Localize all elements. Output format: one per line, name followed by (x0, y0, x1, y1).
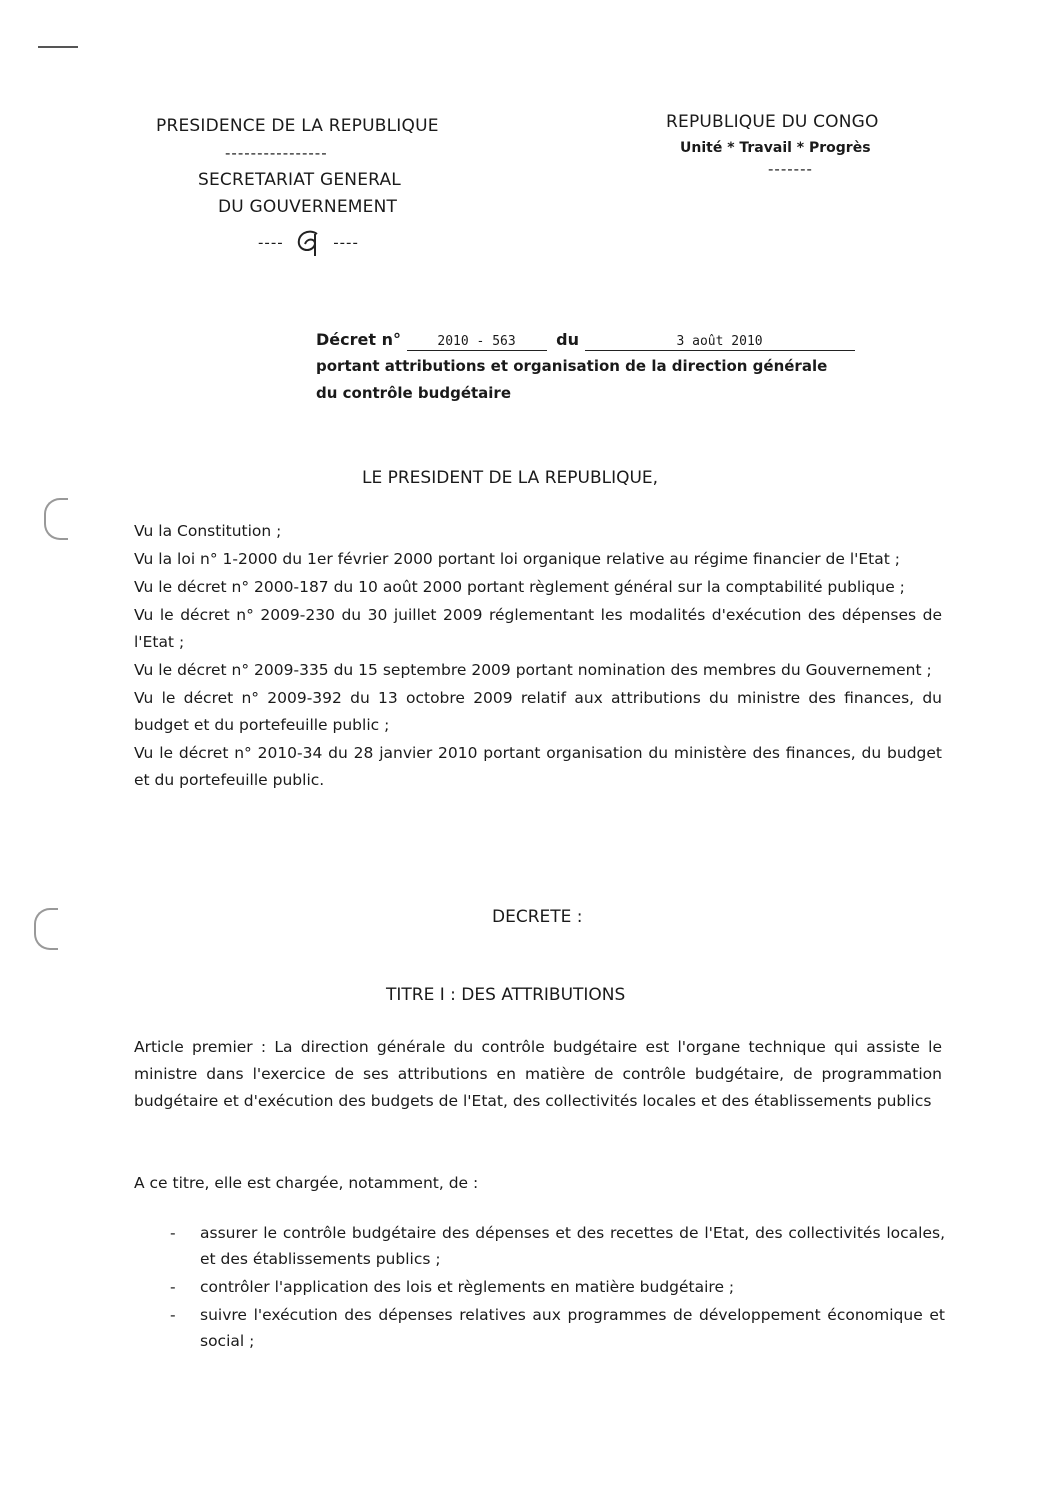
visa-item: Vu le décret n° 2009-230 du 30 juillet 2009 réglementant les modalités d'exécution des dépenses de l'Etat ; (134, 606, 942, 651)
visa-item: Vu le décret n° 2009-392 du 13 octobre 2009 relatif aux attributions du ministre des finances, du budget et du portefeuille public ; (134, 689, 942, 734)
decrete-heading: DECRETE : (492, 907, 583, 927)
punch-hole-mark-upper (44, 498, 68, 540)
header-secretariat: SECRETARIAT GENERAL (198, 170, 401, 190)
attributions-intro: A ce titre, elle est chargée, notamment, de : (134, 1174, 479, 1192)
decree-subject-2: du contrôle budgétaire (316, 384, 511, 402)
decree-subject-1: portant attributions et organisation de la direction générale (316, 357, 828, 375)
attributions-list (170, 1220, 945, 1356)
bullet-marker: - (170, 1278, 176, 1296)
bullet-text: suivre l'exécution des dépenses relatives aux programmes de développement économique et social ; (200, 1306, 945, 1350)
list-item (170, 1220, 945, 1272)
decree-du: du (556, 330, 579, 349)
article-premier (134, 1034, 942, 1115)
header-presidence: PRESIDENCE DE LA REPUBLIQUE (156, 116, 439, 136)
visa-item: Vu le décret n° 2009-335 du 15 septembre 2009 portant nomination des membres du Gouvernement ; (134, 661, 932, 679)
decree-reference (316, 330, 855, 351)
bullet-marker: - (170, 1306, 176, 1324)
header-right-dashes: ------- (768, 160, 813, 178)
decree-prefix: Décret n° (316, 330, 401, 349)
president-title: LE PRESIDENT DE LA REPUBLIQUE, (362, 468, 659, 488)
punch-hole-mark-lower (34, 908, 58, 950)
decree-date: 3 août 2010 (585, 334, 855, 351)
header-left-dashes: ---------------- (225, 144, 328, 162)
visa-item: Vu la Constitution ; (134, 522, 282, 540)
dashes-right: ---- (333, 233, 359, 252)
visa-item: Vu la loi n° 1-2000 du 1er février 2000 portant loi organique relative au régime financier de l'Etat ; (134, 550, 900, 568)
titre-heading: TITRE I : DES ATTRIBUTIONS (386, 985, 626, 1005)
bullet-text: assurer le contrôle budgétaire des dépenses et des recettes de l'Etat, des collectivités locales, et des établissements publics ; (200, 1224, 945, 1268)
header-motto: Unité * Travail * Progrès (680, 140, 871, 156)
scan-mark-top-left (38, 46, 78, 48)
article-label: Article premier : (134, 1038, 267, 1056)
dashes-left: ---- (258, 233, 284, 252)
list-item (170, 1274, 945, 1300)
bullet-marker: - (170, 1224, 176, 1242)
header-left-dashes-2 (258, 226, 359, 260)
decree-number: 2010 - 563 (407, 334, 547, 351)
bullet-text: contrôler l'application des lois et règlements en matière budgétaire ; (200, 1278, 735, 1296)
header-republique: REPUBLIQUE DU CONGO (666, 112, 879, 132)
list-item (170, 1302, 945, 1354)
visa-item: Vu le décret n° 2000-187 du 10 août 2000 portant règlement général sur la comptabilité publique ; (134, 578, 905, 596)
handwritten-number-mark (291, 226, 325, 260)
article-text: La direction générale du contrôle budgétaire est l'organe technique qui assiste le ministre dans l'exercice de ses attributions en matière de contrôle budgétaire, de programmation budgétaire et d'exécution des budgets de l'Etat, des collectivités locales et des établissements publics (134, 1038, 942, 1110)
visa-item: Vu le décret n° 2010-34 du 28 janvier 2010 portant organisation du ministère des finances, du budget et du portefeuille public. (134, 744, 942, 789)
header-gouvernement: DU GOUVERNEMENT (218, 197, 398, 217)
visas-list (134, 518, 942, 794)
